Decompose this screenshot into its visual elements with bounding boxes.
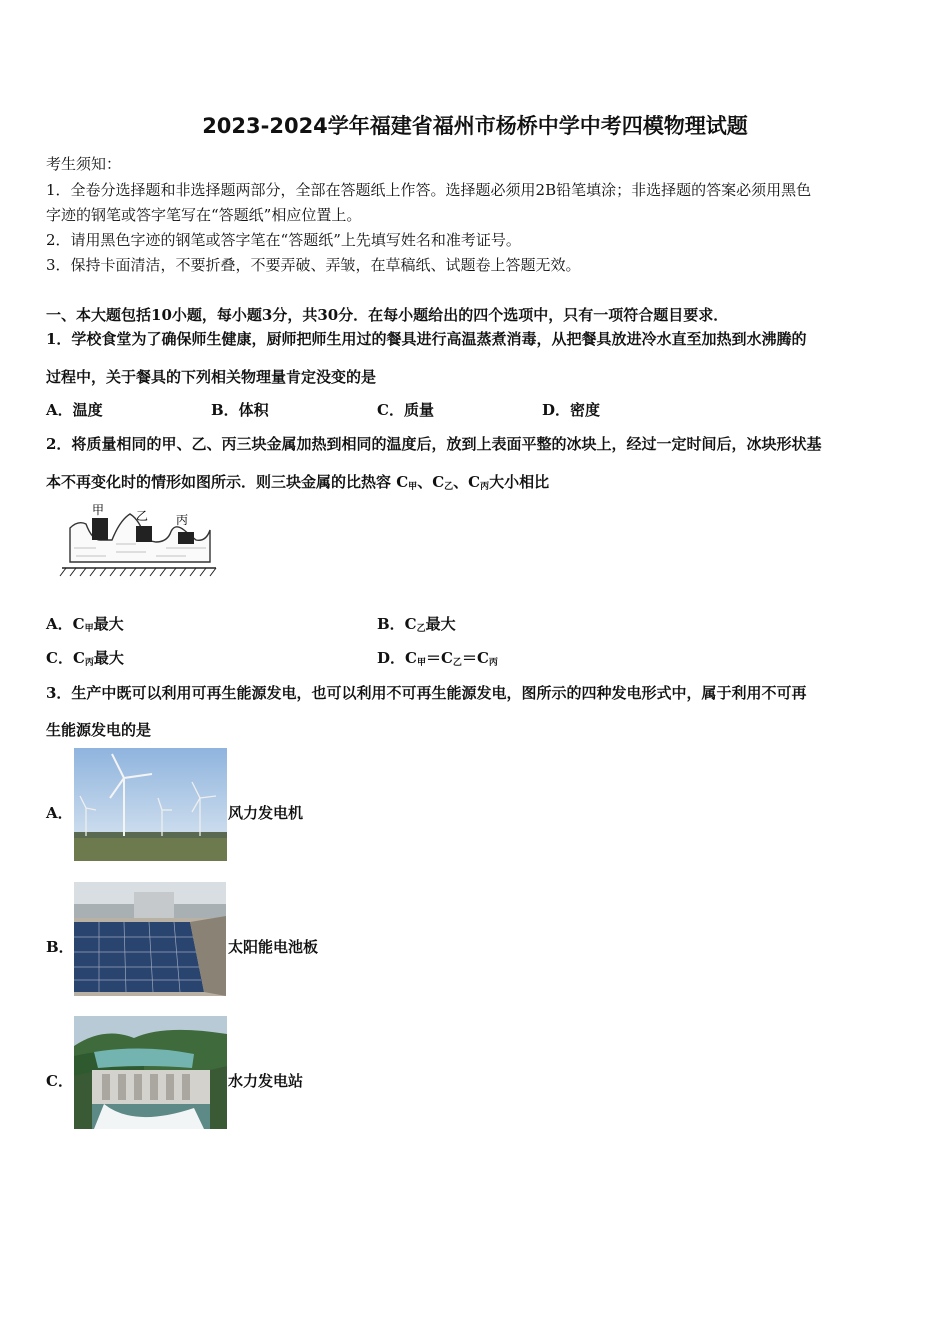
question-3-text: 生能源发电的是 <box>46 721 152 739</box>
notice-item: 3．保持卡面清洁，不要折叠，不要弄破、弄皱，在草稿纸、试题卷上答题无效。 <box>46 256 581 274</box>
q1-option-c[interactable]: C．质量 <box>377 401 434 419</box>
q3-option-c-letter[interactable]: C． <box>46 1072 73 1090</box>
ice-block-diagram <box>56 500 226 588</box>
figure-label-bing: 丙 <box>176 513 189 527</box>
ice-block-figure <box>56 500 226 588</box>
section-heading: 一、本大题包括10小题，每小题3分，共30分．在每小题给出的四个选项中，只有一项符合题目要求． <box>46 306 729 324</box>
q3-option-a-caption: 风力发电机 <box>228 804 304 822</box>
wind-turbine-photo[interactable] <box>74 748 227 861</box>
q2-option-c[interactable]: C．$C_丙$最大 <box>46 649 124 668</box>
page-title: 2023-2024学年福建省福州市杨桥中学中考四模物理试题 <box>202 114 748 138</box>
question-1-text: 1．学校食堂为了确保师生健康，厨师把师生用过的餐具进行高温蒸煮消毒，从把餐具放进冷水直至加热到水沸腾的 <box>46 330 807 348</box>
question-2-text: 2．将质量相同的甲、乙、丙三块金属加热到相同的温度后，放到上表面平整的冰块上，经过一定时间后，冰块形状基 <box>46 435 822 453</box>
q3-option-a-letter[interactable]: A． <box>46 804 73 822</box>
q2-option-a[interactable]: A．$C_甲$最大 <box>46 615 124 634</box>
notice-item: 字迹的钢笔或答字笔写在“答题纸”相应位置上。 <box>46 206 362 224</box>
notice-item: 1．全卷分选择题和非选择题两部分，全部在答题纸上作答。选择题必须用2B铅笔填涂；非选择题的答案必须用黑色 <box>46 181 812 199</box>
hydro-station-photo[interactable] <box>74 1016 227 1129</box>
q3-option-b-letter[interactable]: B． <box>46 938 74 956</box>
q2-option-b[interactable]: B．$C_乙$最大 <box>377 615 456 634</box>
question-3-text: 3．生产中既可以利用可再生能源发电，也可以利用不可再生能源发电，图所示的四种发电形式中，属于利用不可再 <box>46 684 807 702</box>
q3-option-c-caption: 水力发电站 <box>228 1072 304 1090</box>
figure-label-yi: 乙 <box>136 509 149 523</box>
q3-option-b-caption: 太阳能电池板 <box>228 938 319 956</box>
question-1-text: 过程中，关于餐具的下列相关物理量肯定没变的是 <box>46 368 377 386</box>
q1-option-a[interactable]: A．温度 <box>46 401 103 419</box>
notice-heading: 考生须知： <box>46 155 122 173</box>
question-2-text: 本不再变化时的情形如图所示．则三块金属的比热容 $C_甲$、$C_乙$、$C_丙$大小相比 <box>46 473 550 492</box>
solar-panel-photo[interactable] <box>74 882 226 996</box>
q2-option-d[interactable]: D．$C_甲=C_乙=C_丙$ <box>377 649 498 668</box>
q1-option-d[interactable]: D．密度 <box>542 401 601 419</box>
figure-label-jia: 甲 <box>92 503 105 517</box>
notice-item: 2．请用黑色字迹的钢笔或答字笔在“答题纸”上先填写姓名和准考证号。 <box>46 231 521 249</box>
q1-option-b[interactable]: B．体积 <box>211 401 269 419</box>
